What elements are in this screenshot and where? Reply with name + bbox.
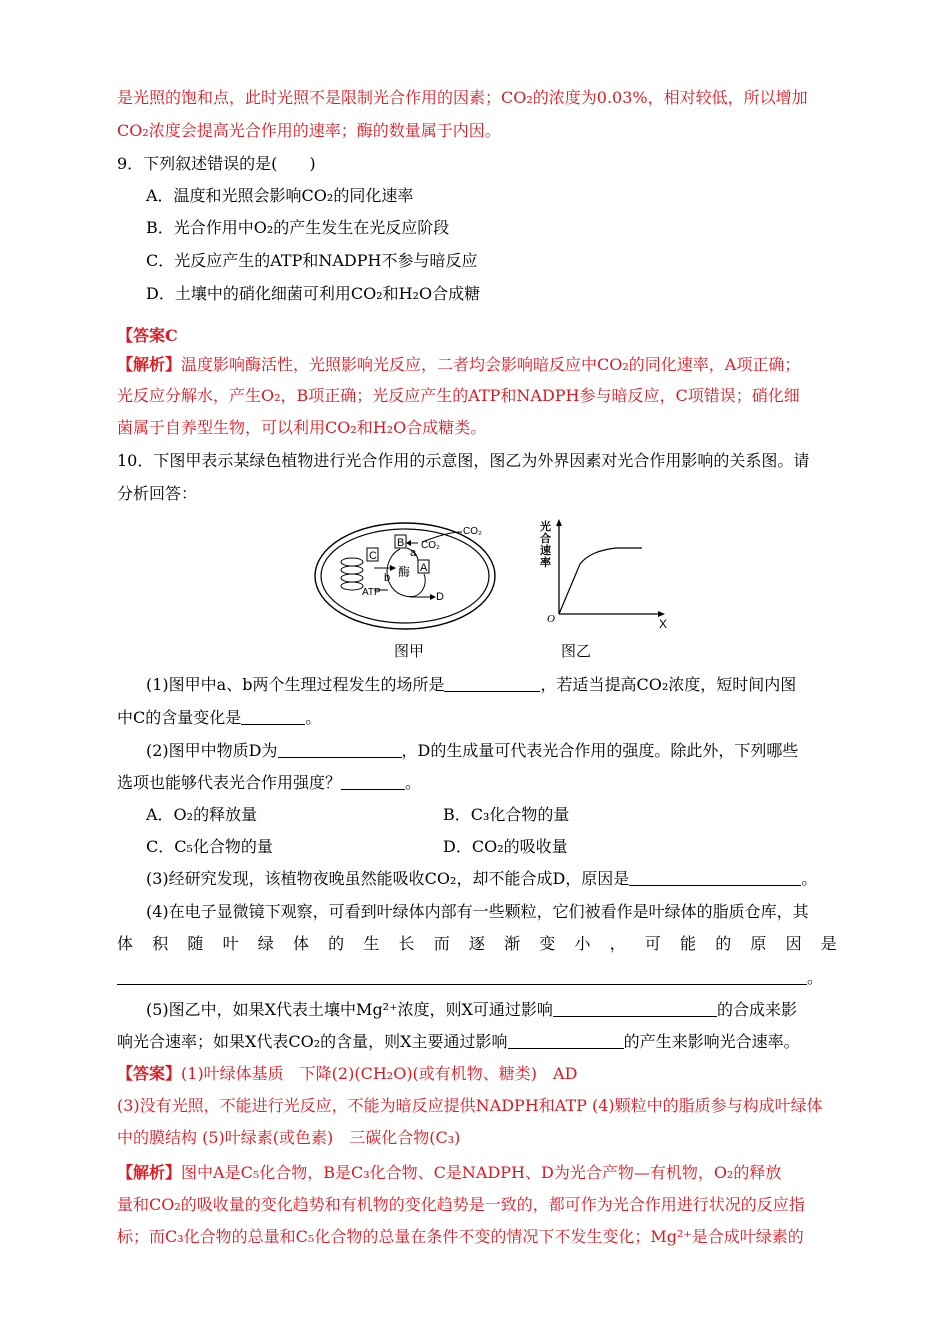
label-a-box: A bbox=[420, 562, 428, 574]
q10-sub4-char: 的 bbox=[715, 934, 732, 953]
figure-jia-caption: 图甲 bbox=[394, 642, 425, 660]
q10-sub2-line-2 bbox=[117, 773, 421, 793]
q10-sub4-char: 而 bbox=[433, 934, 450, 953]
q10-sub2-text-a: (2)图甲中物质D为 bbox=[146, 741, 278, 760]
q10-sub4-char: 渐 bbox=[504, 934, 521, 953]
label-process-b: b bbox=[384, 572, 391, 584]
prev-explanation-line-2: CO₂浓度会提高光合作用的速率；酶的数量属于内因。 bbox=[117, 121, 501, 140]
q9-option-d: D．土壤中的硝化细菌可利用CO₂和H₂O合成糖 bbox=[146, 284, 481, 303]
figure-yi-caption: 图乙 bbox=[561, 642, 592, 660]
q10-sub2-option-d: D．CO₂的吸收量 bbox=[443, 837, 568, 856]
q10-sub4-char: 的 bbox=[328, 934, 345, 953]
q10-sub4-char: 叶 bbox=[222, 934, 239, 953]
q10-explain-text-1: 图中A是C₅化合物，B是C₃化合物、C是NADPH、D为光合产物—有机物，O₂的释放 bbox=[181, 1163, 782, 1182]
figure-yi bbox=[538, 518, 678, 630]
q10-sub2-text-b: ，D的生成量可代表光合作用的强度。除此外，下列哪些 bbox=[401, 741, 799, 760]
q10-sub5-blank-1[interactable] bbox=[553, 1000, 717, 1017]
q10-sub3-blank[interactable] bbox=[629, 869, 801, 886]
q10-sub5-line-2 bbox=[117, 1032, 800, 1052]
q9-explanation-line-2: 光反应分解水，产生O₂，B项正确；光反应产生的ATP和NADPH参与暗反应，C项错误；硝化细 bbox=[117, 386, 800, 405]
q10-sub5-text-d: 的产生来影响光合速率。 bbox=[623, 1032, 800, 1051]
q10-sub4-char: 逐 bbox=[468, 934, 485, 953]
q10-sub4-char: 长 bbox=[398, 934, 415, 953]
x-axis-label: X bbox=[659, 617, 668, 630]
q10-sub4-char: 小 bbox=[574, 934, 591, 953]
label-c: C bbox=[369, 550, 377, 562]
q9-explanation-line-1 bbox=[117, 355, 800, 375]
q10-explanation-line-1 bbox=[117, 1163, 781, 1183]
ylabel-char-3: 速 bbox=[540, 544, 551, 557]
q10-sub1-blank-1[interactable] bbox=[444, 675, 540, 692]
q9-option-a: A．温度和光照会影响CO₂的同化速率 bbox=[146, 186, 414, 205]
q10-explain-tag: 【解析】 bbox=[117, 1163, 182, 1182]
q10-sub2-blank-1[interactable] bbox=[278, 741, 402, 758]
ylabel-char-4: 率 bbox=[540, 556, 551, 569]
figure-jia bbox=[310, 518, 510, 636]
q10-sub5-text-a: (5)图乙中，如果X代表土壤中Mg²⁺浓度，则X可通过影响 bbox=[146, 1000, 553, 1019]
q10-sub4-char: 积 bbox=[152, 934, 169, 953]
label-co2-outside: CO₂ bbox=[463, 526, 482, 537]
q10-sub4-char: 可 bbox=[644, 934, 661, 953]
q9-explanation-line-3: 菌属于自养型生物，可以利用CO₂和H₂O合成糖类。 bbox=[117, 418, 487, 437]
q10-sub1-text-b: ，若适当提高CO₂浓度，短时间内图 bbox=[540, 675, 797, 694]
label-process-a: a bbox=[410, 547, 417, 559]
q10-sub4-text-c: 。 bbox=[807, 968, 824, 987]
q10-sub1-text-c: 中C的含量变化是 bbox=[117, 708, 242, 727]
q10-sub3-line bbox=[146, 869, 817, 889]
label-product-d: D bbox=[436, 591, 444, 603]
q10-stem-line-2: 分析回答： bbox=[117, 484, 198, 503]
q10-sub4-char: 绿 bbox=[257, 934, 274, 953]
q10-sub4-char: 因 bbox=[785, 934, 802, 953]
q10-answer-line-2: (3)没有光照，不能进行光反应，不能为暗反应提供NADPH和ATP (4)颗粒中的脂质参与构成叶绿体 bbox=[117, 1096, 823, 1115]
q9-answer: 【答案C bbox=[117, 326, 178, 345]
q10-sub5-line-1 bbox=[146, 1000, 797, 1020]
q9-option-c: C．光反应产生的ATP和NADPH不参与暗反应 bbox=[146, 251, 478, 270]
rate-curve bbox=[559, 548, 642, 614]
q10-sub5-text-c: 响光合速率；如果X代表CO₂的含量，则X主要通过影响 bbox=[117, 1032, 508, 1051]
q10-sub4-char: 体 bbox=[292, 934, 309, 953]
q10-sub4-char: 能 bbox=[680, 934, 697, 953]
label-co2-inside: CO₂ bbox=[421, 540, 440, 551]
q10-sub2-text-c: 选项也能够代表光合作用强度？ bbox=[117, 773, 342, 792]
prev-explanation-line-1: 是光照的饱和点，此时光照不是限制光合作用的因素；CO₂的浓度为0.03%，相对较低，所以增加 bbox=[117, 88, 808, 107]
q9-stem: 9．下列叙述错误的是( ) bbox=[117, 154, 316, 173]
label-enzyme: 酶 bbox=[398, 565, 411, 579]
q10-sub4-char: 是 bbox=[820, 934, 837, 953]
q10-sub4-char: 原 bbox=[750, 934, 767, 953]
origin-label: O bbox=[547, 613, 555, 625]
q10-sub2-option-b: B．C₃化合物的量 bbox=[443, 805, 570, 824]
q10-sub4-char: 生 bbox=[363, 934, 380, 953]
q10-sub2-blank-2[interactable] bbox=[341, 773, 405, 790]
q9-option-b: B．光合作用中O₂的产生发生在光反应阶段 bbox=[146, 218, 450, 237]
q10-sub2-line-1 bbox=[146, 741, 798, 761]
q10-sub4-char: 随 bbox=[187, 934, 204, 953]
q10-sub1-line-1 bbox=[146, 675, 796, 695]
q10-sub5-text-b: 的合成来影 bbox=[716, 1000, 797, 1019]
q10-sub4-line-3 bbox=[117, 968, 823, 988]
q10-stem-line-1: 10．下图甲表示某绿色植物进行光合作用的示意图，图乙为外界因素对光合作用影响的关系图。请 bbox=[117, 451, 810, 470]
label-b-box: B bbox=[397, 537, 405, 549]
grana-stack bbox=[341, 558, 363, 590]
q10-sub3-text-b: 。 bbox=[801, 869, 818, 888]
q10-sub1-text-a: (1)图甲中a、b两个生理过程发生的场所是 bbox=[146, 675, 445, 694]
q9-explain-text-1: 温度影响酶活性，光照影响光反应，二者均会影响暗反应中CO₂的同化速率，A项正确； bbox=[181, 355, 801, 374]
q10-sub1-text-d: 。 bbox=[305, 708, 322, 727]
q10-sub3-text-a: (3)经研究发现，该植物夜晚虽然能吸收CO₂，却不能合成D，原因是 bbox=[146, 869, 630, 888]
q10-sub2-text-d: 。 bbox=[405, 773, 422, 792]
figure-yi-ylabel bbox=[540, 519, 551, 569]
q10-sub1-line-2 bbox=[117, 708, 321, 728]
q10-sub2-option-a: A．O₂的释放量 bbox=[146, 805, 258, 824]
q10-sub4-char: ， bbox=[609, 934, 626, 953]
q10-answer-text-1: (1)叶绿体基质 下降(2)(CH₂O)(或有机物、糖类) AD bbox=[181, 1064, 578, 1083]
q10-sub4-line-1: (4)在电子显微镜下观察，可看到叶绿体内部有一些颗粒，它们被看作是叶绿体的脂质仓库，其 bbox=[146, 902, 809, 921]
q10-sub4-line-2 bbox=[117, 934, 837, 954]
q10-answer-tag: 【答案】 bbox=[117, 1064, 182, 1083]
ylabel-char-2: 合 bbox=[540, 532, 551, 545]
q10-sub2-option-c: C．C₅化合物的量 bbox=[146, 837, 273, 856]
ylabel-char-1: 光 bbox=[540, 520, 551, 533]
q10-explanation-line-2: 量和CO₂的吸收量的变化趋势和有机物的变化趋势是一致的，都可作为光合作用进行状况的反应指 bbox=[117, 1195, 805, 1214]
q10-answer-line-3: 中的膜结构 (5)叶绿素(或色素) 三碳化合物(C₃) bbox=[117, 1128, 461, 1147]
q9-explain-tag: 【解析】 bbox=[117, 355, 182, 374]
label-atp: ATP bbox=[362, 587, 381, 598]
q10-sub1-blank-2[interactable] bbox=[241, 708, 305, 725]
q10-sub4-blank[interactable] bbox=[117, 968, 807, 985]
q10-sub4-char: 变 bbox=[539, 934, 556, 953]
q10-sub5-blank-2[interactable] bbox=[508, 1032, 624, 1049]
q10-explanation-line-3: 标；而C₃化合物的总量和C₅化合物的总量在条件不变的情况下不发生变化；Mg²⁺是合成叶绿素的 bbox=[117, 1227, 804, 1246]
q10-sub4-char: 体 bbox=[117, 934, 134, 953]
q10-answer-line-1 bbox=[117, 1064, 577, 1084]
